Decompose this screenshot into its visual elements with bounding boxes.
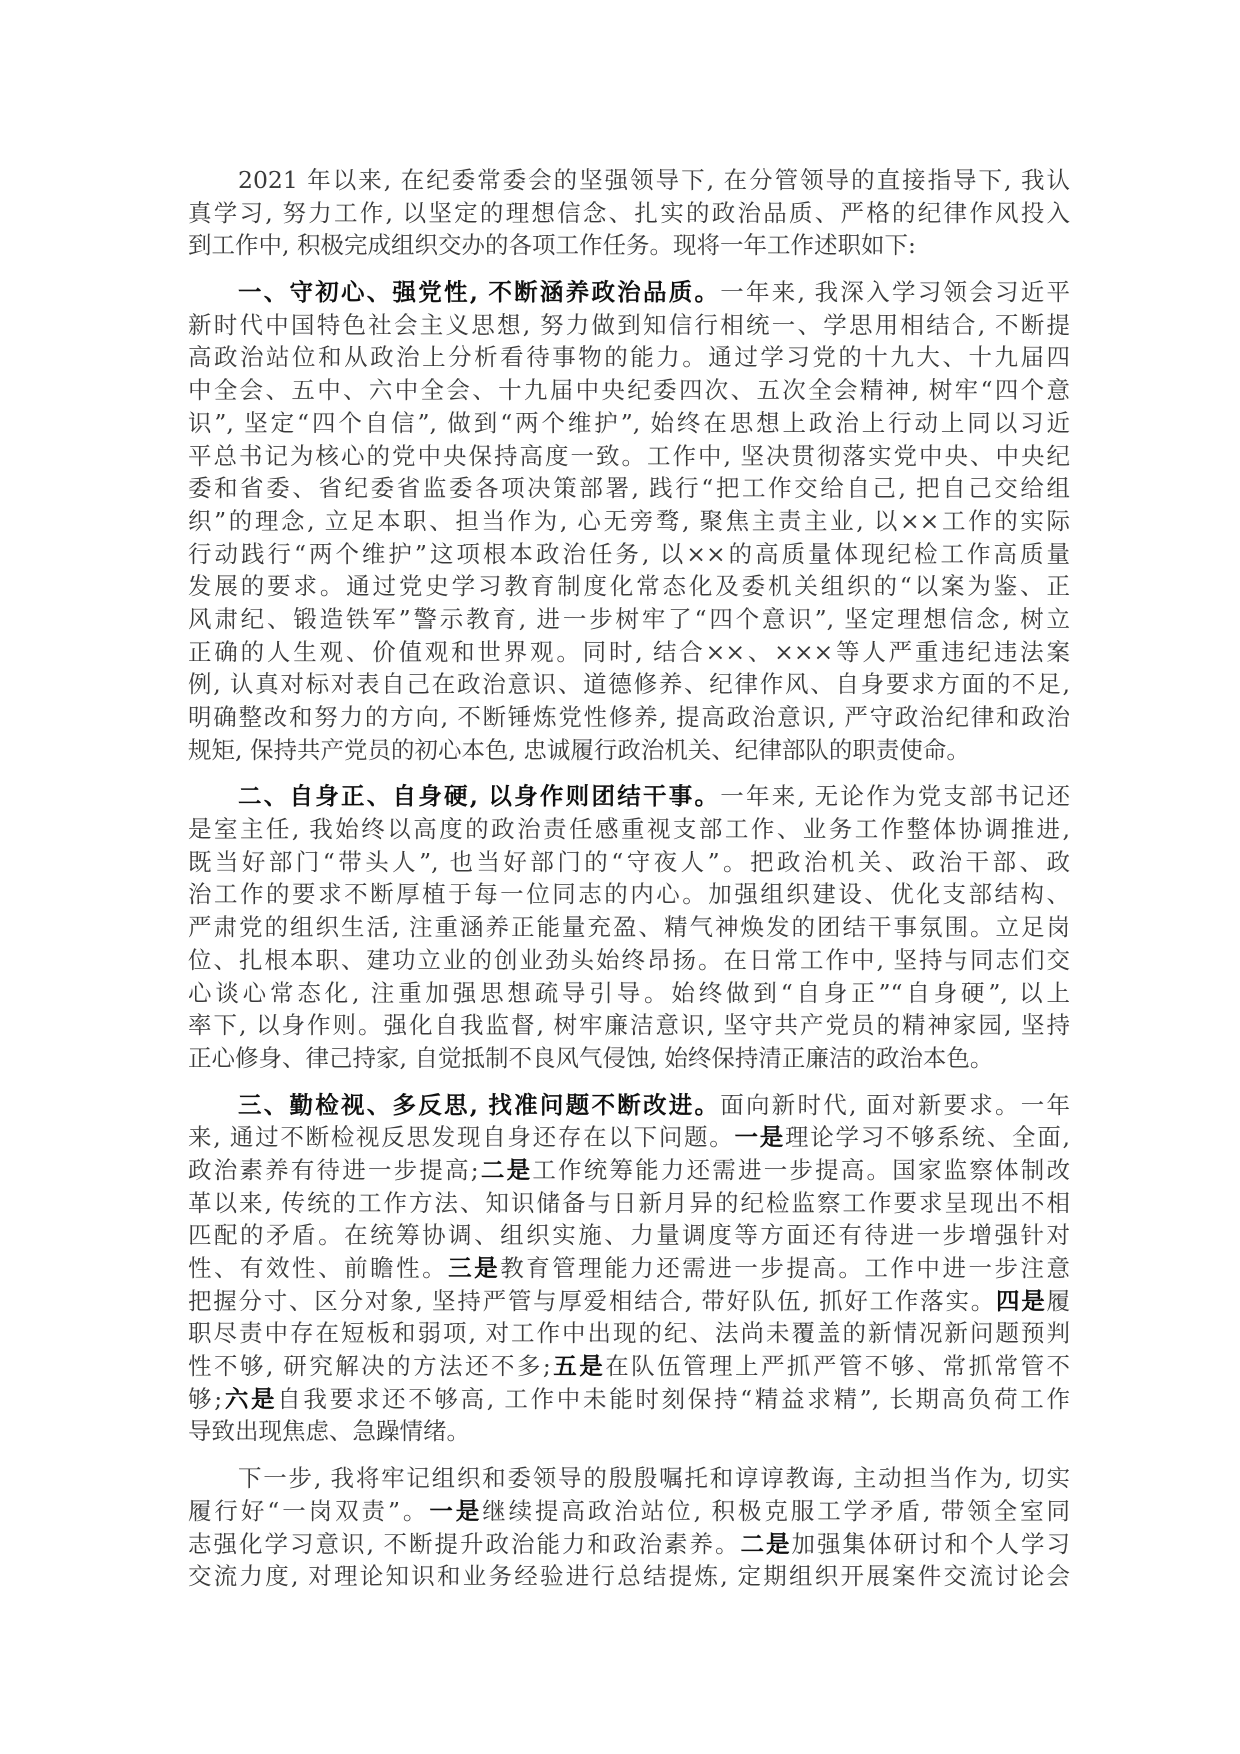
body-text: 发展的要求。通过党史学习教育制度化常态化及委机关组织的“以案为鉴、正 xyxy=(188,572,1070,601)
paragraph xyxy=(188,276,1070,766)
text-line xyxy=(188,878,1070,911)
body-text: 真学习, 努力工作, 以坚定的理想信念、扎实的政治品质、严格的纪律作风投入 xyxy=(188,198,1070,227)
text-line xyxy=(188,440,1070,473)
body-text: 高政治站位和从政治上分析看待事物的能力。通过学习党的十九大、十九届四 xyxy=(188,343,1070,372)
text-line xyxy=(188,701,1070,734)
body-text: 匹配的矛盾。在统筹协调、组织实施、力量调度等方面还有待进一步增强针对 xyxy=(188,1221,1070,1250)
text-line xyxy=(188,1495,1070,1528)
body-text: 够; xyxy=(188,1384,223,1413)
body-text: 自我要求还不够高, 工作中未能时刻保持“精益求精”, 长期高负荷工作 xyxy=(277,1384,1070,1413)
text-line xyxy=(188,1121,1070,1154)
text-line xyxy=(188,977,1070,1010)
text-line xyxy=(188,1009,1070,1042)
body-text: 心谈心常态化, 注重加强思想疏导引导。始终做到“自身正”“自身硬”, 以上 xyxy=(188,978,1070,1007)
bold-heading-text: 六是 xyxy=(222,1384,278,1413)
text-line xyxy=(188,164,1070,197)
body-text: 继续提高政治站位, 积极克服工学矛盾, 带领全室同 xyxy=(482,1496,1070,1525)
text-line xyxy=(188,276,1070,309)
body-text: 志强化学习意识, 不断提升政治能力和政治素养。 xyxy=(188,1529,741,1558)
body-text: 下一步, 我将牢记组织和委领导的殷殷嘱托和谆谆教诲, 主动担当作为, 切实 xyxy=(238,1464,1070,1493)
body-text: 工作统筹能力还需进一步提高。国家监察体制改 xyxy=(532,1155,1071,1184)
body-text: 行动践行“两个维护”这项根本政治任务, 以××的高质量体现纪检工作高质量 xyxy=(188,539,1070,568)
body-text: 在队伍管理上严抓严管不够、常抓常管不 xyxy=(605,1352,1071,1381)
text-line xyxy=(188,1187,1070,1220)
body-text: 风肃纪、锻造铁军”警示教育, 进一步树牢了“四个意识”, 坚定理想信念, 树立 xyxy=(188,604,1070,633)
text-line xyxy=(188,846,1070,879)
body-text: 性、有效性、前瞻性。 xyxy=(188,1254,449,1282)
body-text: 政治素养有待进一步提高; xyxy=(188,1155,479,1184)
text-line xyxy=(188,374,1070,407)
text-line xyxy=(188,472,1070,505)
body-text: 新时代中国特色社会主义思想, 努力做到知信行相统一、学思用相结合, 不断提 xyxy=(188,310,1070,339)
body-text: 平总书记为核心的党中央保持高度一致。工作中, 坚决贯彻落实党中央、中央纪 xyxy=(188,441,1070,470)
document-page xyxy=(188,164,1070,1607)
body-text: 治工作的要求不断厚植于每一位同志的内心。加强组织建设、优化支部结构、 xyxy=(188,880,1070,909)
text-line xyxy=(188,407,1070,440)
text-line xyxy=(188,1089,1070,1122)
text-line xyxy=(188,1042,1070,1075)
body-text: 委和省委、省纪委省监委各项决策部署, 践行“把工作交给自己, 把自己交给组 xyxy=(188,474,1070,503)
body-text: 加强集体研讨和个人学习 xyxy=(791,1529,1071,1558)
text-line xyxy=(188,1252,1070,1285)
body-text: 面向新时代, 面对新要求。一年 xyxy=(720,1090,1070,1119)
text-line xyxy=(188,570,1070,603)
body-text: 位、扎根本职、建功立业的创业劲头始终昂扬。在日常工作中, 坚持与同志们交 xyxy=(188,945,1070,974)
body-text: 是室主任, 我始终以高度的政治责任感重视支部工作、业务工作整体协调推进, xyxy=(188,815,1070,844)
paragraph xyxy=(188,1462,1070,1593)
bold-heading-text: 二是 xyxy=(478,1155,533,1184)
text-line xyxy=(188,229,1070,262)
bold-heading-text: 二、自身正、自身硬, 以身作则团结干事。 xyxy=(238,782,721,811)
text-line xyxy=(188,1154,1070,1187)
body-text: 履 xyxy=(1046,1286,1070,1315)
bold-heading-text: 二是 xyxy=(740,1529,792,1558)
text-line xyxy=(188,309,1070,342)
body-text: 性不够, 研究解决的方法还不多; xyxy=(188,1352,551,1381)
paragraph xyxy=(188,780,1070,1074)
body-text: 交流力度, 对理论知识和业务经验进行总结提炼, 定期组织开展案件交流讨论会 xyxy=(188,1562,1070,1591)
body-text: 到工作中, 积极完成组织交办的各项工作任务。现将一年工作述职如下: xyxy=(188,231,916,260)
text-line xyxy=(188,813,1070,846)
bold-heading-text: 五是 xyxy=(550,1352,606,1381)
body-text: 2021 年以来, 在纪委常委会的坚强领导下, 在分管领导的直接指导下, 我认 xyxy=(238,166,1070,194)
bold-heading-text: 三是 xyxy=(448,1254,501,1282)
text-line xyxy=(188,603,1070,636)
text-line xyxy=(188,1383,1070,1416)
body-text: 理论学习不够系统、全面, xyxy=(784,1123,1070,1152)
paragraph xyxy=(188,1089,1070,1449)
bold-heading-text: 一是 xyxy=(734,1123,785,1152)
bold-heading-text: 一是 xyxy=(429,1496,483,1525)
body-text: 把握分寸、区分对象, 坚持严管与厚爱相结合, 带好队伍, 抓好工作落实。 xyxy=(188,1286,996,1315)
text-line xyxy=(188,1528,1070,1561)
text-line xyxy=(188,668,1070,701)
body-text: 正确的人生观、价值观和世界观。同时, 结合××、×××等人严重违纪违法案 xyxy=(188,637,1070,666)
body-text: 职尽责中存在短板和弱项, 对工作中出现的纪、法尚未覆盖的新情况新问题预判 xyxy=(188,1319,1070,1348)
bold-heading-text: 三、勤检视、多反思, 找准问题不断改进。 xyxy=(238,1090,721,1119)
body-text: 中全会、五中、六中全会、十九届中央纪委四次、五次全会精神, 树牢“四个意 xyxy=(188,376,1070,405)
body-text: 严肃党的组织生活, 注重涵养正能量充盈、精气神焕发的团结干事氛围。立足岗 xyxy=(188,913,1070,942)
bold-heading-text: 一、守初心、强党性, 不断涵养政治品质。 xyxy=(238,278,721,307)
text-line xyxy=(188,1462,1070,1495)
text-line xyxy=(188,734,1070,767)
body-text: 既当好部门“带头人”, 也当好部门的“守夜人”。把政治机关、政治干部、政 xyxy=(188,847,1070,876)
body-text: 来, 通过不断检视反思发现自身还存在以下问题。 xyxy=(188,1123,735,1152)
text-line xyxy=(188,911,1070,944)
body-text: 率下, 以身作则。强化自我监督, 树牢廉洁意识, 坚守共产党员的精神家园, 坚持 xyxy=(188,1011,1070,1040)
paragraph xyxy=(188,164,1070,262)
text-line xyxy=(188,780,1070,813)
text-line xyxy=(188,1560,1070,1593)
text-line xyxy=(188,341,1070,374)
text-line xyxy=(188,1415,1070,1448)
text-line xyxy=(188,197,1070,230)
body-text: 一年来, 我深入学习领会习近平 xyxy=(720,278,1070,307)
text-line xyxy=(188,1285,1070,1318)
text-line xyxy=(188,944,1070,977)
body-text: 规矩, 保持共产党员的初心本色, 忠诚履行政治机关、纪律部队的职责使命。 xyxy=(188,735,970,764)
body-text: 正心修身、律己持家, 自觉抵制不良风气侵蚀, 始终保持清正廉洁的政治本色。 xyxy=(188,1043,994,1072)
text-line xyxy=(188,636,1070,669)
body-text: 教育管理能力还需进一步提高。工作中进一步注意 xyxy=(500,1254,1071,1282)
body-text: 导致出现焦虑、急躁情绪。 xyxy=(188,1417,470,1446)
text-line xyxy=(188,1350,1070,1383)
bold-heading-text: 四是 xyxy=(995,1286,1047,1315)
body-text: 织”的理念, 立足本职、担当作为, 心无旁骛, 聚焦主责主业, 以××工作的实际 xyxy=(188,506,1070,535)
body-text: 革以来, 传统的工作方法、知识储备与日新月异的纪检监察工作要求呈现出不相 xyxy=(188,1188,1070,1217)
text-line xyxy=(188,538,1070,571)
body-text: 履行好“一岗双责”。 xyxy=(188,1496,430,1525)
body-text: 明确整改和努力的方向, 不断锤炼党性修养, 提高政治意识, 严守政治纪律和政治 xyxy=(188,703,1070,731)
text-line xyxy=(188,1219,1070,1252)
text-line xyxy=(188,505,1070,538)
body-text: 识”, 坚定“四个自信”, 做到“两个维护”, 始终在思想上政治上行动上同以习近 xyxy=(188,408,1070,437)
text-line xyxy=(188,1317,1070,1350)
body-text: 一年来, 无论作为党支部书记还 xyxy=(720,782,1070,811)
body-text: 例, 认真对标对表自己在政治意识、道德修养、纪律作风、自身要求方面的不足, xyxy=(188,670,1070,699)
